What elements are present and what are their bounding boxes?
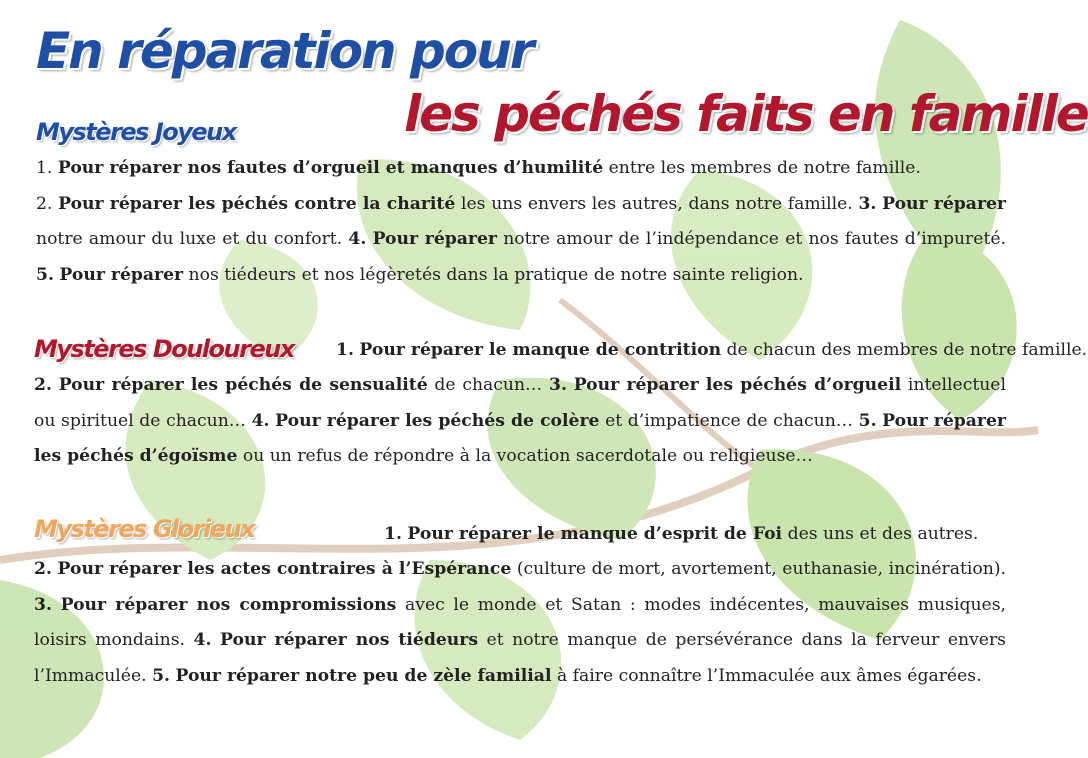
- item-text: des uns et des autres.: [787, 524, 979, 544]
- item-bold-text: Pour réparer nos tiédeurs: [220, 630, 479, 650]
- item-number: 3.: [34, 594, 52, 615]
- item-text: et notre manque de persévérance dans la ferveur envers l’Immaculée.: [34, 630, 1006, 686]
- item-number: 4.: [251, 410, 270, 431]
- item-number: 1.: [384, 524, 402, 544]
- item-text: avec le monde et Satan : modes indécentes, mauvaises musiques, loisirs mondains.: [34, 594, 1006, 650]
- item-text: et d’impatience de chacun…: [605, 410, 853, 431]
- paragraph-glorieux-lead: [384, 517, 978, 553]
- item-bold-text: Pour réparer les péchés de colère: [275, 410, 600, 431]
- item-bold-text: Pour réparer: [882, 193, 1006, 214]
- item-number: 2.: [34, 375, 52, 395]
- item-text: entre les membres de notre famille.: [608, 158, 921, 178]
- item-text: de chacun…: [434, 375, 543, 395]
- section-title-glorieux: Mystères Glorieux: [34, 515, 255, 543]
- item-number: 5.: [36, 264, 54, 285]
- paragraph-glorieux: [34, 552, 1006, 694]
- item-bold-text: Pour réparer notre peu de zèle familial: [175, 665, 552, 686]
- item-bold-text: Pour réparer nos fautes d’orgueil et manques d’humilité: [57, 158, 604, 178]
- item-number: 1.: [36, 158, 53, 178]
- item-text: ou un refus de répondre à la vocation sacerdotale ou religieuse…: [242, 446, 813, 466]
- item-text: nos tiédeurs et nos légèretés dans la pratique de notre sainte religion.: [188, 264, 804, 285]
- item-text: (culture de mort, avortement, euthanasie, incinération).: [516, 559, 1006, 579]
- paragraph-douloureux-lead: [336, 333, 1087, 369]
- item-text: intellectuel ou spirituel de chacun…: [34, 375, 1006, 431]
- item-number: 2.: [34, 559, 52, 579]
- page-title-line-2: les péchés faits en famille: [404, 85, 1088, 143]
- item-number: 4.: [348, 229, 367, 249]
- item-number: 1.: [336, 340, 354, 360]
- item-number: 3.: [858, 193, 877, 214]
- item-number: 2.: [36, 193, 53, 214]
- item-bold-text: Pour réparer le manque d’esprit de Foi: [407, 524, 783, 544]
- item-text: notre amour de l’indépendance et nos fautes d’impureté.: [503, 229, 1006, 249]
- item-number: 4.: [193, 630, 212, 650]
- item-bold-text: Pour réparer nos compromissions: [60, 594, 397, 615]
- section-title-douloureux: Mystères Douloureux: [34, 335, 294, 363]
- item-number: 3.: [549, 375, 567, 395]
- item-bold-text: Pour réparer le manque de contrition: [359, 340, 722, 360]
- item-text: notre amour du luxe et du confort.: [36, 229, 343, 249]
- item-bold-text: Pour réparer les péchés d’orgueil: [573, 375, 902, 395]
- item-bold-text: Pour réparer les péchés de sensualité: [58, 375, 428, 395]
- item-text: à faire connaître l’Immaculée aux âmes égarées.: [556, 665, 982, 686]
- paragraph-douloureux: [34, 368, 1006, 475]
- item-bold-text: Pour réparer: [59, 264, 184, 285]
- item-bold-text: Pour réparer les péchés d’égoïsme: [34, 410, 1006, 466]
- page-title-line-1: En réparation pour: [36, 22, 533, 80]
- section-title-joyeux: Mystères Joyeux: [36, 118, 236, 146]
- item-bold-text: Pour réparer: [372, 229, 497, 249]
- item-text: de chacun des membres de notre famille.: [726, 340, 1088, 360]
- paragraph-joyeux: [36, 151, 1006, 293]
- item-number: 5.: [152, 665, 171, 686]
- item-text: les uns envers les autres, dans notre famille.: [461, 193, 853, 214]
- item-bold-text: Pour réparer les actes contraires à l’Espérance: [57, 559, 512, 579]
- item-number: 5.: [858, 410, 877, 431]
- item-bold-text: Pour réparer les péchés contre la charité: [58, 193, 456, 214]
